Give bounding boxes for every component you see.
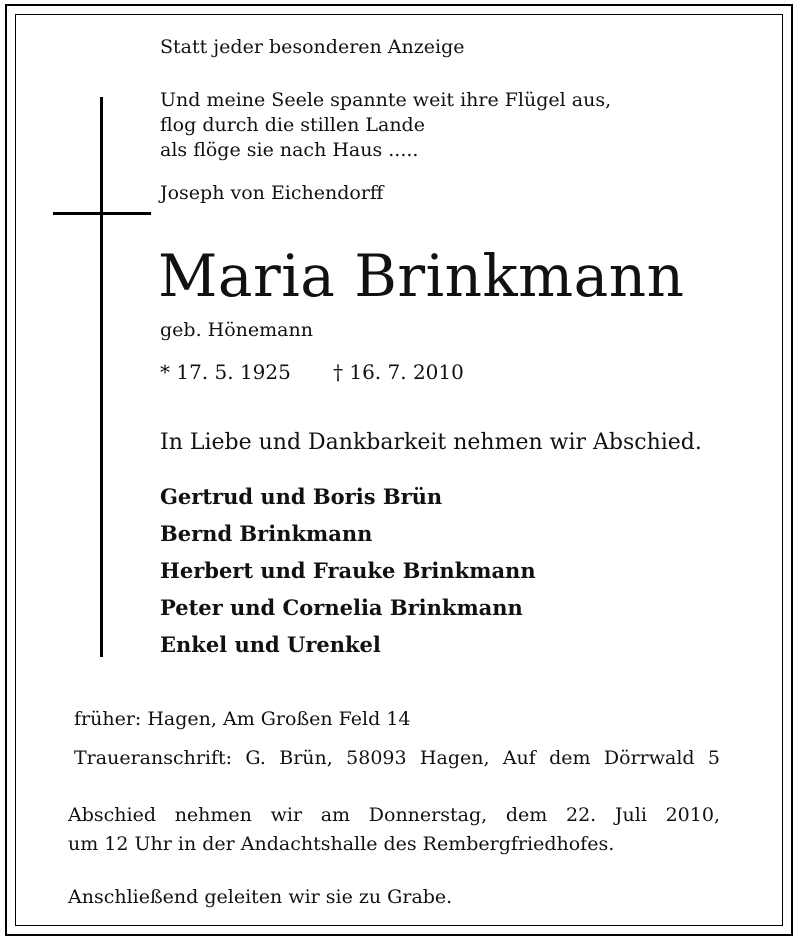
- mourner-name: Enkel und Urenkel: [160, 632, 381, 657]
- quote-line: als flöge sie nach Haus .....: [160, 139, 419, 161]
- death-date: † 16. 7. 2010: [333, 360, 464, 384]
- quote-block: [160, 88, 611, 163]
- quote-line: flog durch die stillen Lande: [160, 114, 425, 136]
- birth-name: geb. Hönemann: [160, 319, 313, 341]
- mourners-list: [160, 478, 536, 663]
- former-address: früher: Hagen, Am Großen Feld 14: [74, 708, 411, 730]
- cross-icon-horizontal: [53, 212, 151, 215]
- deceased-name: Maria Brinkmann: [158, 242, 685, 310]
- header-note: Statt jeder besonderen Anzeige: [160, 36, 465, 58]
- mourner-name: Peter und Cornelia Brinkmann: [160, 595, 523, 620]
- birth-date: * 17. 5. 1925: [160, 360, 291, 384]
- service-line: Abschied nehmen wir am Donnerstag, dem 22. Juli 2010,: [68, 804, 720, 826]
- mourner-name: Gertrud und Boris Brün: [160, 484, 443, 509]
- mourner-name: Herbert und Frauke Brinkmann: [160, 558, 536, 583]
- quote-line: Und meine Seele spannte weit ihre Flügel aus,: [160, 89, 612, 111]
- service-line: um 12 Uhr in der Andachtshalle des Rembergfriedhofes.: [68, 833, 615, 855]
- service-info: [68, 801, 720, 859]
- mourning-address: Traueranschrift: G. Brün, 58093 Hagen, Auf dem Dörrwald 5: [74, 747, 720, 769]
- farewell-text: In Liebe und Dankbarkeit nehmen wir Abschied.: [160, 430, 702, 455]
- mourner-name: Bernd Brinkmann: [160, 521, 373, 546]
- quote-author: Joseph von Eichendorff: [160, 182, 384, 204]
- burial-note: Anschließend geleiten wir sie zu Grabe.: [68, 886, 453, 908]
- cross-icon-vertical: [100, 97, 103, 657]
